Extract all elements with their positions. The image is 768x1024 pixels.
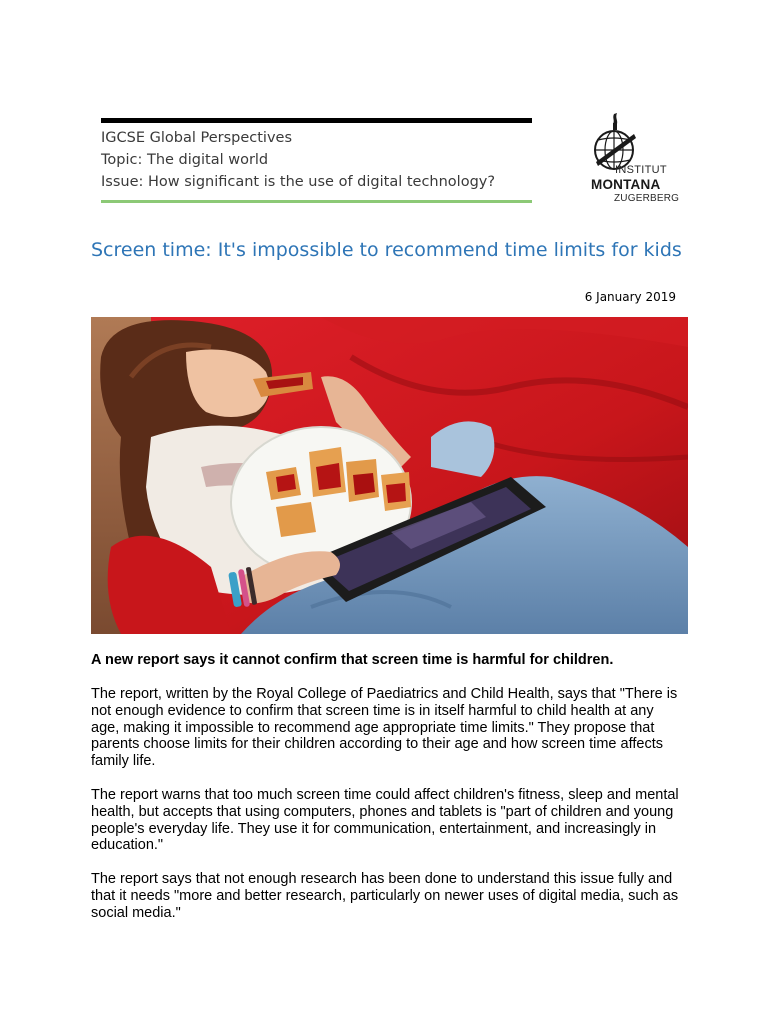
logo-text-montana: MONTANA xyxy=(591,177,661,192)
article-paragraph-3: The report says that not enough research has been done to understand this issue fully and that it needs "more and better research, particularly on newer uses of digital media, such as social media." xyxy=(91,871,679,921)
logo-text-institut: INSTITUT xyxy=(615,164,667,176)
article-date: 6 January 2019 xyxy=(584,290,676,304)
course-name: IGCSE Global Perspectives xyxy=(101,130,293,146)
globe-emblem-icon xyxy=(588,110,648,172)
article-body xyxy=(91,652,681,939)
document-header xyxy=(101,118,532,204)
article-photo xyxy=(91,317,688,634)
article-title: Screen time: It's impossible to recommend time limits for kids xyxy=(91,239,682,261)
article-paragraph-1: The report, written by the Royal College of Paediatrics and Child Health, says that "There is not enough evidence to confirm that screen time is in itself harmful to child health at any age, making it impossible to recommend age appropriate time limits." They propose that parents choose limits for their children according to their age and how screen time affects family life. xyxy=(91,686,678,770)
girl-with-tablet-illustration xyxy=(91,317,688,634)
article-lead: A new report says it cannot confirm that screen time is harmful for children. xyxy=(91,652,614,668)
header-top-rule xyxy=(101,118,532,123)
topic-line: Topic: The digital world xyxy=(101,152,269,168)
header-bottom-rule xyxy=(101,200,532,203)
logo-text-zugerberg: ZUGERBERG xyxy=(614,193,680,204)
issue-line: Issue: How significant is the use of digital technology? xyxy=(101,174,496,190)
school-logo xyxy=(588,110,683,210)
article-paragraph-2: The report warns that too much screen time could affect children's fitness, sleep and mental health, but accepts that using computers, phones and tablets is "part of children and young people's everyday life. They use it for communication, entertainment, and increasingly in education." xyxy=(91,786,679,854)
